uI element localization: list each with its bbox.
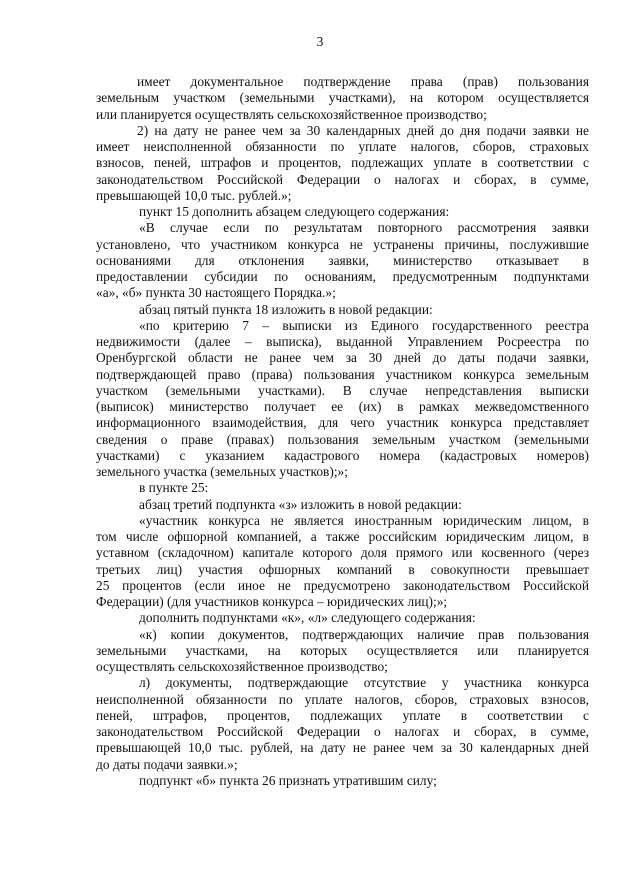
text-line: законодательством Российской Федерации о налогах и сборах, в сумме, <box>96 171 589 187</box>
text-line: имеет неисполненной обязанности по уплате налогов, сборов, страховых <box>96 139 589 154</box>
text-line: земельными участками, на которых осуществляется или планируется <box>96 642 589 658</box>
text-line: превышающей 10,0 тыс. рублей.»; <box>96 187 292 203</box>
text-line: до даты подачи заявки.»; <box>96 756 238 772</box>
text-line: или планируется осуществлять сельскохозяйственное производство; <box>96 106 487 122</box>
text-line: «участник конкурса не является иностранным юридическим лицом, в <box>139 512 589 528</box>
text-line: основаниями для отклонения заявки, министерство отказывает в <box>96 252 589 268</box>
text-line: законодательством Российской Федерации о налогах и сборах, в сумме, <box>96 724 589 739</box>
text-line: том числе офшорной компанией, а также российским юридическим лицом, в <box>96 529 589 544</box>
text-line: взносов, пеней, штрафов и процентов, подлежащих уплате в соответствии с <box>96 155 589 171</box>
text-line: абзац третий подпункта «з» изложить в новой редакции: <box>139 496 462 512</box>
text-line: предоставлении субсидии по основаниям, предусмотренным подпунктами <box>96 269 589 284</box>
text-line: «В случае если по результатам повторного рассмотрения заявки <box>139 220 589 236</box>
text-line: третьих лиц) участия офшорных компаний в совокупности превышает <box>96 561 589 577</box>
document-body <box>96 74 589 789</box>
text-line: участком (земельными участками). В случае непредставления выписки <box>96 382 589 398</box>
text-line: абзац пятый пункта 18 изложить в новой редакции: <box>139 301 433 317</box>
text-line: неисполненной обязанности по уплате налогов, сборов, страховых взносов, <box>96 691 589 707</box>
text-line: дополнить подпунктами «к», «л» следующего содержания: <box>139 610 476 626</box>
text-line: земельным участком (земельными участками), на котором осуществляется <box>96 90 589 106</box>
text-line: «к) копии документов, подтверждающих наличие прав пользования <box>139 626 589 642</box>
text-line: недвижимости (далее – выписка), выданной Управлением Росреестра по <box>96 334 589 349</box>
text-line: л) документы, подтверждающие отсутствие у участника конкурса <box>139 675 589 691</box>
text-line: имеет документальное подтверждение права (прав) пользования <box>137 74 589 89</box>
text-line: подтверждающей право (права) пользования участником конкурса земельным <box>96 366 589 382</box>
text-line: превышающей 10,0 тыс. рублей, на дату не ранее чем за 30 календарных дней <box>96 740 589 756</box>
text-line: установлено, что участником конкурса не устранены причины, послужившие <box>96 236 589 252</box>
page-number: 3 <box>316 34 324 49</box>
text-line: уставном (складочном) капитале которого доля прямого или косвенного (через <box>96 545 589 561</box>
text-line: сведения о праве (правах) пользования земельным участком (земельными <box>96 431 589 447</box>
text-line: земельного участка (земельных участков);»; <box>96 464 348 479</box>
text-line: участками) с указанием кадастрового номера (кадастровых номеров) <box>96 447 589 463</box>
text-line: подпункт «б» пункта 26 признать утратившим силу; <box>139 772 437 788</box>
text-line: Оренбургской области не ранее чем за 30 дней до даты подачи заявки, <box>96 350 589 366</box>
text-line: «по критерию 7 – выписки из Единого государственного реестра <box>139 317 589 333</box>
text-line: осуществлять сельскохозяйственное производство; <box>96 659 388 674</box>
text-line: пункт 15 дополнить абзацем следующего содержания: <box>139 204 450 219</box>
text-line: в пункте 25: <box>139 480 209 496</box>
text-line: Федерации) (для участников конкурса – юридических лиц);»; <box>96 594 448 609</box>
text-line: информационного взаимодействия, для чего участник конкурса представляет <box>96 415 589 431</box>
text-line: «а», «б» пункта 30 настоящего Порядка.»; <box>96 285 336 301</box>
text-line: 2) на дату не ранее чем за 30 календарных дней до дня подачи заявки не <box>137 122 589 138</box>
text-line: 25 процентов (если иное не предусмотрено законодательством Российской <box>96 577 589 593</box>
text-line: (выписок) министерство получает ее (их) в рамках межведомственного <box>96 399 589 414</box>
text-line: пеней, штрафов, процентов, подлежащих уплате в соответствии с <box>96 707 589 723</box>
